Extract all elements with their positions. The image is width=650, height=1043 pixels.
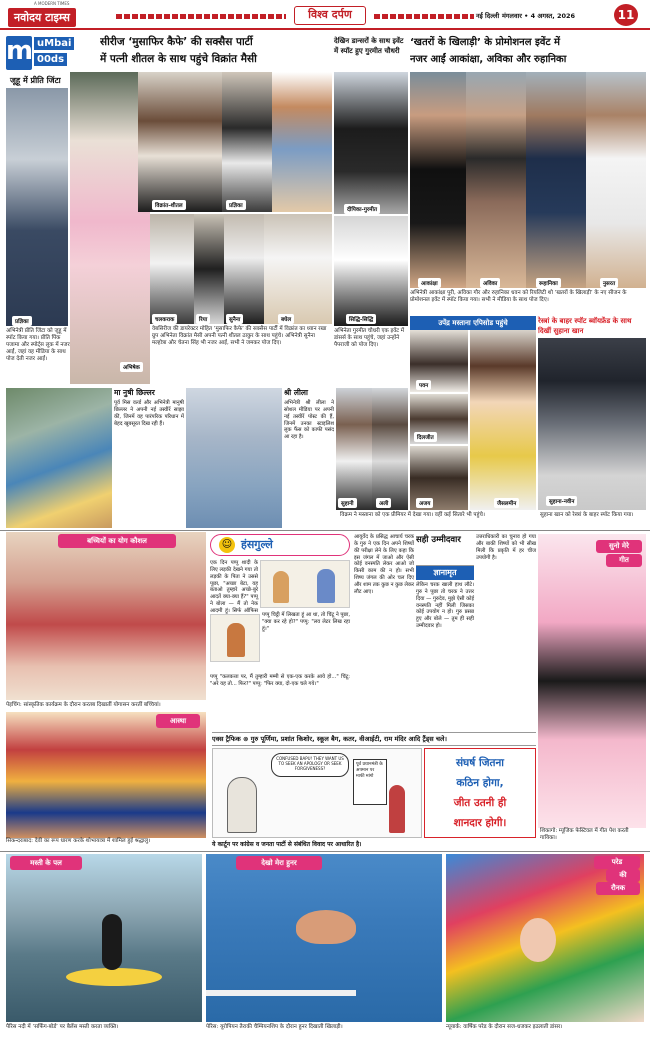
sahi-subtag: ज्ञानामृत [416, 566, 474, 580]
quote-line1: संघर्ष जितना [455, 757, 505, 769]
masthead-city: नई दिल्ली [476, 12, 500, 20]
parade-photo [446, 854, 644, 1022]
caption-parade: न्यूयार्क: वार्षिक परेड के दौरान सज-धजकर इठलाती डांसर। [446, 1024, 563, 1030]
label-jasleen: जैसलमीन [494, 498, 519, 508]
caption-geet: शिकागो: म्यूजिक फेस्टिवल में गीत पेश करती गायिका। [540, 828, 629, 841]
sunaina-photo [224, 214, 264, 324]
suhana-photo [538, 338, 646, 510]
quote-line3: जीत उतनी ही [453, 797, 507, 809]
jasleen-photo [470, 330, 536, 510]
humor-cartoon1 [260, 560, 350, 608]
fun-tag: मस्ती के पल [10, 856, 82, 870]
sreeleela-photo [186, 388, 282, 528]
caption-party: वेबसिरीज की डायरेक्टर मोहित ‘मुसाफिर कैफे’ की सक्सैस पार्टी में विक्रांत का ध्यान रखा ग्रुप अभिनेता विक्रांत मैसी अपनी पत्नी शीतल ठाकुर के साथ पहुंचे। अभिनेत्री सुनैना मल्होत्रा और चेतना सिंह भी नजर आईं, सभी ने जमकर पोज दिए। [152, 326, 327, 346]
caption-gurmeet: अभिनेता गुरमीत चौधरी एक इवेंट में डांसर्स के साथ पहुंचे, जहां उन्होंने पैपराजी को पोज दिए। [334, 328, 405, 348]
kids-tag: बच्चियों का योग कौशल [58, 534, 176, 548]
caption-upendra: विक्रम ने मस्ताना को एक प्रीमियर में देखा गया। वहीं कई सितारे भी पहुंचे। [340, 512, 485, 518]
humor-joke1: एक दिन पप्पू शादी के लिए लड़की देखने गया तो लड़की के पिता ने उससे पूछा, "अच्छा बेटा, यह बताओ तुम्हारे अच्छे-बुरे आदतें क्या-क्या हैं?" पप्पू ने बोला — मैं तो नेक आदमी हूं। सिर्फ ऑफिस [210, 560, 258, 615]
label-avika: अविका [480, 278, 500, 288]
logo-line1: uMbai [34, 37, 74, 50]
label-riya: रिया [196, 314, 210, 324]
ruhanika-photo [526, 72, 586, 288]
sahi-text1: आयुर्वेद के प्रसिद्ध आचार्य चरक के गुरु ने एक दिन अपने शिष्यों की परीक्षा लेने के लिए कहा कि इस जंगल में जाओ और ऐसी कोई वनस्पति लेकर आओ जो किसी काम की न हो। सभी शिष्य जंगल की ओर चल दिए और शाम तक कुछ न कुछ लेकर लौट आए। [354, 534, 414, 595]
label-ruhanika: रूहानिका [536, 278, 561, 288]
diver-board [206, 990, 356, 996]
label-ali: अली [376, 498, 391, 508]
preity-subhead: जूहू में प्रीति जिंटा [10, 76, 61, 85]
logo-m: m [6, 36, 32, 70]
humor-title-bar [210, 534, 350, 556]
caption-kids: पेइचिंग: सांस्कृतिक कार्यक्रम के दौरान करतब दिखातीं योगासन करतीं बच्चियां। [6, 702, 161, 708]
riya-photo [194, 214, 224, 324]
akanksha-photo [410, 72, 466, 288]
sahi-text2: लेकिन चरक खाली हाथ लौटे। गुरु ने पूछा तो चरक ने उत्तर दिया — गुरुदेव, मुझे ऐसी कोई वनस्पति नहीं मिली जिसका कोई उपयोग न हो। गुरु प्रसन्न हुए और बोले — तुम ही सही उम्मीदवार हो। [416, 582, 474, 630]
label-ajay: अजय [416, 498, 433, 508]
caption-khatron: अभिनेत्री आकांक्षा पुरी, अविका गौर और रुहानिका धवन को रियलिटी शो ‘खतरों के खिलाड़ी’ के नए सीजन के प्रोमोशनल इवेंट में स्पॉट किया गया। सभी ने मीडिया के साथ पोज दिए। [410, 290, 627, 303]
sahi-title: सही उम्मीदवार [416, 535, 461, 545]
smile-icon: ☺ [219, 537, 235, 553]
caption-preity: अभिनेत्री प्रीति जिंटा को जूहू में स्पॉट किया गया। प्रीति पिंक पजामा और स्पोर्ट्स लुक में नजर आईं, जहां वह मीडिया के साथ पोज देती नजर आईं। [6, 328, 70, 362]
headline-line1: सीरीज ‘मुसाफिर कैफे’ की सक्सैस पार्टी [100, 36, 253, 48]
sreeleela-name: श्री लीला [284, 388, 308, 397]
cartoon-gandhi [227, 777, 257, 833]
gurmeet-photo-bottom [334, 216, 408, 326]
label-gurmeet: दीपिका-गुरमीत [344, 204, 380, 214]
headline-line2: में पत्नी शीतल के साथ पहुंचे विक्रांत मैसी [100, 53, 257, 65]
actress-standing-photo [272, 72, 332, 212]
diljit-photo [410, 394, 468, 444]
humor-joke3: पप्पू "कलकत्ता पर, मैं तुम्हारी मम्मी से एक-एक करके आये हो..." चिंटू: "अरे यह तो... फिर?" पप्पू: "फिर क्या, दो-एक चले गये।" [210, 674, 350, 687]
label-siddhi: सिद्धि-सिद्धि [346, 314, 376, 324]
label-preity: प्रज्ञिका [12, 316, 32, 326]
upendra-headline: उपेंद्र मस्ताना एपिसोड पहुंचे [410, 316, 536, 330]
suhani-photo [336, 388, 372, 510]
nusrat-photo [586, 72, 646, 288]
masthead [0, 0, 650, 30]
label-pragya: प्रज्ञिका [226, 200, 246, 210]
surfer-board [66, 968, 162, 986]
parade-tag1: परेड [594, 856, 640, 869]
label-nusrat: नुसरत [600, 278, 618, 288]
quote-line2: कठिन होगा, [456, 777, 504, 789]
parade-tag3: रौनक [596, 882, 640, 895]
diver-body [296, 910, 356, 944]
humor-title: हंसगुल्ले [241, 538, 273, 551]
ali-photo [372, 388, 408, 510]
label-pawan: पवन [416, 380, 431, 390]
humor-joke2: पप्पू चिट्ठी में लिखता हूं आ था, तो चिंटू ने पूछा, "क्या कर रहे हो?" पप्पू: "लव लेटर लिख रहा हूं।" [262, 612, 350, 632]
masthead-rule-right [374, 14, 474, 19]
surfer-body [102, 914, 122, 970]
paper-name: नवोदय टाइम्स [8, 8, 76, 27]
divider-h2 [0, 851, 650, 852]
quote-line4: शानदार होगी। [453, 817, 507, 829]
sahi-title-box [416, 534, 474, 566]
baghel-photo [264, 214, 332, 324]
mumbai-moods-logo [6, 36, 76, 72]
label-suhani: सुहानी [338, 498, 357, 508]
avika-photo [466, 72, 526, 288]
manushi-text: पूर्व मिस वर्ल्ड और अभिनेत्री मानुषी छिल्लर ने अपनी नई तस्वीरें साझा कीं, जिनमें वह पारंपरिक परिधान में बेहद खूबसूरत दिख रही हैं। [114, 400, 184, 427]
parade-tag2: की [606, 869, 640, 882]
cartoon1-figure-a [273, 571, 289, 603]
geet-tag1: सुनो मेरे [596, 540, 642, 553]
label-sunaina: सुनैना [226, 314, 243, 324]
sreeleela-text: अभिनेत्री श्री लीला ने सोशल मीडिया पर अपनी नई तस्वीरें पोस्ट की हैं, जिनमें उनका स्टाइलिश लुक फैंस को काफी पसंद आ रहा है। [284, 400, 334, 441]
caption-fun: पैरिस नदी में ‘सर्फिंग-बोर्ड’ पर बैलेंस मस्ती करता व्यक्ति। [6, 1024, 119, 1030]
label-abhishek: अभिषेक [120, 362, 143, 372]
caption-suhana: सुहाना खान को रेस्त्रां के बाहर स्पॉट किया गया। [540, 512, 634, 518]
divider-h1 [0, 530, 650, 531]
masthead-tiny: A MODERN TIMES [34, 1, 70, 6]
ajay-photo [410, 446, 468, 510]
gurmeet-headline: देखिन डान्सरों के साथ इवेंट में स्पॉट हुए गुरमीत चौधरी [334, 37, 404, 55]
gurmeet-photo-top [334, 72, 408, 214]
dancer-face [520, 918, 556, 962]
khatron-line2: नजर आईं आकांक्षा, अविका और रुहानिका [410, 54, 567, 65]
pragya-photo [222, 72, 272, 212]
manushi-name: मा नुषी छिल्लर [114, 388, 155, 397]
political-cartoon [212, 748, 422, 838]
faith-tag: आस्था [156, 714, 200, 728]
quote-box [424, 748, 536, 838]
cartoon-speech: CONFUSED BAPU! THEY WANT US TO SEEK AN APOLOGY OR SEEK FORGIVENESS? [271, 753, 349, 777]
skill-photo [206, 854, 442, 1022]
label-vikrant: विक्रांत-शीतल [152, 200, 186, 210]
label-diljit: दिलजीत [414, 432, 437, 442]
fun-photo [6, 854, 202, 1022]
chaitra-photo [150, 214, 194, 324]
khatron-line1: ‘खतरों के खिलाड़ी’ के प्रोमोशनल इवेंट में [410, 37, 560, 48]
caption-faith: सिकन्दराबाद: देवी का रूप धारण करके शोभायात्रा में शामिल हुई श्रद्धालु। [6, 838, 151, 844]
faith-photo [6, 712, 206, 838]
pawan-photo [410, 330, 468, 392]
sahi-text3: उत्तराधिकारी का चुनाव हो गया और बाकी शिष्यों को भी सीख मिली कि प्रकृति में हर चीज उपयोगी है। [476, 534, 536, 561]
caption-cartoon: ये कार्टून पर कांग्रेस व जनता पार्टी से संबंधित विवाद पर आधारित है। [212, 841, 362, 848]
sreeleela-text-box [284, 388, 334, 528]
masthead-rule-left [116, 14, 286, 19]
kids-yoga-photo [6, 532, 206, 700]
suhana-headline: रेस्त्रां के बाहर स्पॉट ब्वॉयफ्रेंड के साथ दिखीं सुहाना खान [538, 317, 632, 335]
manushi-text-box [114, 388, 184, 528]
story-musafir-headline [100, 34, 330, 74]
label-akanksha: आकांक्षा [418, 278, 441, 288]
label-baghel: बघेल [278, 314, 294, 324]
geet-tag2: गीत [606, 554, 642, 567]
masthead-date: मंगलवार • 4 अगस्त, 2026 [502, 12, 576, 20]
khatron-headline [410, 34, 646, 74]
geet-singer-photo [538, 534, 646, 828]
cartoon-figure [389, 785, 405, 833]
cartoon2-figure [227, 623, 245, 657]
page-number: 11 [614, 4, 638, 26]
label-suhana: सुहाना-नवीन [546, 496, 577, 506]
preity-zinta-photo [6, 88, 68, 326]
skill-tag: देखो मेरा हुनर [236, 856, 322, 870]
cartoon-sign: पूर्व प्रधानमंत्री के अपमान पर माफी मांगो [353, 759, 387, 805]
manushi-photo [6, 388, 112, 528]
ticker-bar: एक्स ट्रैफिक ⊗ गुरु पूर्णिमा, प्रशांत किशोर, स्कूल बैग, कतर, वीआईटी, राम मंदिर आदि ट्रैंड्स चले। [212, 732, 536, 746]
cartoon1-figure-b [317, 569, 335, 603]
humor-cartoon2 [210, 614, 260, 662]
caption-skill: पेरिस: यूरोपियन तैराकी चैम्पियनशिप के दौरान हुनर दिखाती खिलाड़ी। [206, 1024, 343, 1030]
section-title: विश्व दर्पण [294, 6, 366, 25]
logo-line2: 00ds [34, 53, 67, 66]
label-chaitra: चलकराक [152, 314, 177, 324]
vikrant-sheetal-photo [138, 72, 222, 212]
